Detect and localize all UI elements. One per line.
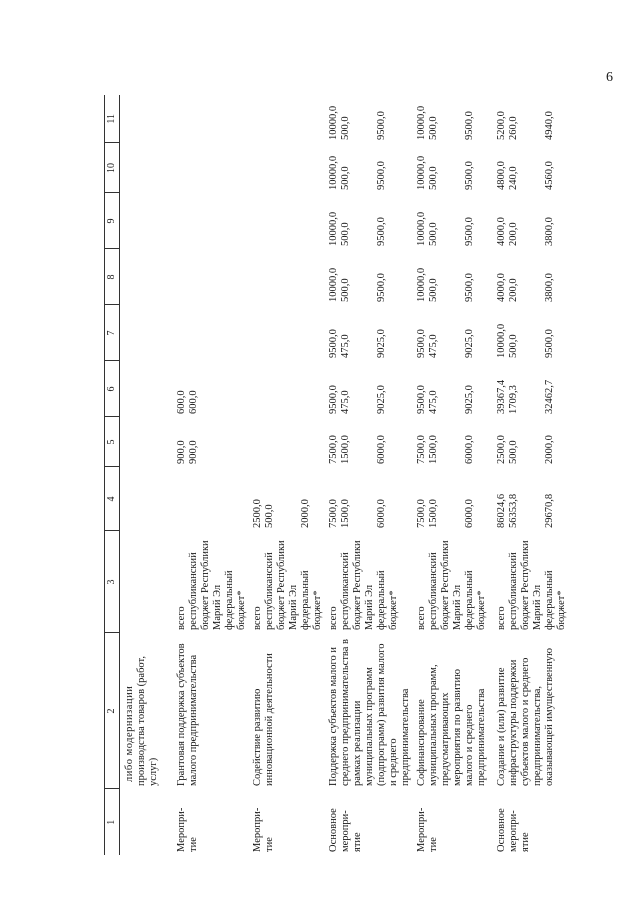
header-cell: 7 <box>105 305 120 361</box>
row-sources: всего республиканский бюджет Республики Марий Эл федеральный бюджет* <box>175 540 247 630</box>
row-type: Основное меропри- ятие <box>327 808 363 852</box>
table-row <box>250 95 326 855</box>
table-row <box>326 95 414 855</box>
cell-col10: 10000,0 500,0 9500,0 <box>415 155 475 190</box>
cell-col4: 2500,0 500,0 2000,0 <box>251 499 311 528</box>
header-cell: 10 <box>105 143 120 193</box>
row-sources: всего республиканский бюджет Республики Марий Эл федеральный бюджет* <box>251 540 323 630</box>
continued-row <box>120 95 174 855</box>
header-cell: 11 <box>105 95 120 143</box>
cell-col5: 7500,0 1500,0 6000,0 <box>415 435 475 464</box>
cell-col4: 7500,0 1500,0 6000,0 <box>327 499 387 528</box>
cell-col10: 10000,0 500,0 9500,0 <box>327 155 387 190</box>
cell-col7 <box>250 305 326 361</box>
cell-col5: 900,0 900,0 <box>175 440 199 464</box>
row-sources: всего республиканский бюджет Республики Марий Эл федеральный бюджет* <box>327 540 399 630</box>
header-cell: 6 <box>105 361 120 417</box>
program-funding-table <box>104 95 570 855</box>
row-name: Грантовая поддержка субъектов малого предпринимательства <box>175 643 199 786</box>
cell-col10: 4800,0 240,0 4560,0 <box>495 161 555 190</box>
header-cell: 8 <box>105 249 120 305</box>
cell-col7 <box>174 305 250 361</box>
cell-col9: 4000,0 200,0 3800,0 <box>495 217 555 246</box>
cell-col11: 10000,0 500,0 9500,0 <box>415 105 475 140</box>
header-cell: 2 <box>105 633 120 789</box>
row-type: Меропри- тие <box>415 807 439 852</box>
column-number-header <box>105 95 120 855</box>
page-number: 6 <box>606 70 613 85</box>
cell-col9: 10000,0 500,0 9500,0 <box>415 211 475 246</box>
cell-col8 <box>174 249 250 305</box>
row-name: Софинансирование муниципальных программ, предусматривающих мероприятия по развитию малого и среднего предпринимательства <box>415 664 487 786</box>
table-row <box>494 95 570 855</box>
continued-line: производства товаров (работ, <box>136 656 147 786</box>
header-cell: 3 <box>105 531 120 633</box>
row-type: Основное меропри- ятие <box>495 808 531 852</box>
continued-line: либо модернизации <box>124 685 135 782</box>
cell-col7: 9500,0 475,0 9025,0 <box>327 329 387 358</box>
cell-col9 <box>250 193 326 249</box>
cell-col4: 86024,6 56353,8 29670,8 <box>495 493 555 528</box>
row-type: Меропри- тие <box>251 807 275 852</box>
row-name: Содействие развитию инновационной деятельности <box>251 653 275 786</box>
cell-col11 <box>250 95 326 143</box>
cell-col7: 9500,0 475,0 9025,0 <box>415 329 475 358</box>
cell-col8: 10000,0 500,0 9500,0 <box>327 267 387 302</box>
cell-col6: 9500,0 475,0 9025,0 <box>415 385 475 414</box>
header-cell: 9 <box>105 193 120 249</box>
row-type: Меропри- тие <box>175 807 199 852</box>
cell-col11: 10000,0 500,0 9500,0 <box>327 105 387 140</box>
cell-col10 <box>174 143 250 193</box>
rotated-table-frame <box>104 95 567 855</box>
cell-col9 <box>174 193 250 249</box>
cell-col4 <box>174 467 250 531</box>
header-cell: 5 <box>105 417 120 467</box>
header-cell: 4 <box>105 467 120 531</box>
header-cell: 1 <box>105 789 120 855</box>
continued-text-cell <box>120 633 174 789</box>
table-row <box>414 95 494 855</box>
cell-col11 <box>174 95 250 143</box>
cell-col6 <box>250 361 326 417</box>
row-sources: всего республиканский бюджет Республики Марий Эл федеральный бюджет* <box>415 540 487 630</box>
cell-col11: 5200,0 260,0 4940,0 <box>495 111 555 140</box>
cell-col8 <box>250 249 326 305</box>
cell-col10 <box>250 143 326 193</box>
cell-col6: 9500,0 475,0 9025,0 <box>327 385 387 414</box>
cell-col6: 39367,4 1709,3 32462,7 <box>495 379 555 414</box>
cell-col8: 4000,0 200,0 3800,0 <box>495 273 555 302</box>
row-name: Поддержка субъектов малого и среднего предпринимательства в рамках реализации муниципальных программ (подпрограмм) развития малого и среднего предпринимательства <box>327 639 411 786</box>
row-sources: всего республиканский бюджет Республики Марий Эл федеральный бюджет* <box>495 540 567 630</box>
cell-col8: 10000,0 500,0 9500,0 <box>415 267 475 302</box>
cell-col4: 7500,0 1500,0 6000,0 <box>415 499 475 528</box>
cell-col5: 2500,0 500,0 2000,0 <box>495 435 555 464</box>
cell-col6: 600,0 600,0 <box>175 390 199 414</box>
table-row <box>174 95 250 855</box>
cell-col5: 7500,0 1500,0 6000,0 <box>327 435 387 464</box>
cell-col9: 10000,0 500,0 9500,0 <box>327 211 387 246</box>
continued-line: услуг) <box>148 757 159 786</box>
cell-col5 <box>250 417 326 467</box>
row-name: Создание и (или) развитие инфраструктуры поддержки субъектов малого и среднего предпринимательства, оказывающей имущественную <box>495 647 555 786</box>
cell-col7: 10000,0 500,0 9500,0 <box>495 323 555 358</box>
